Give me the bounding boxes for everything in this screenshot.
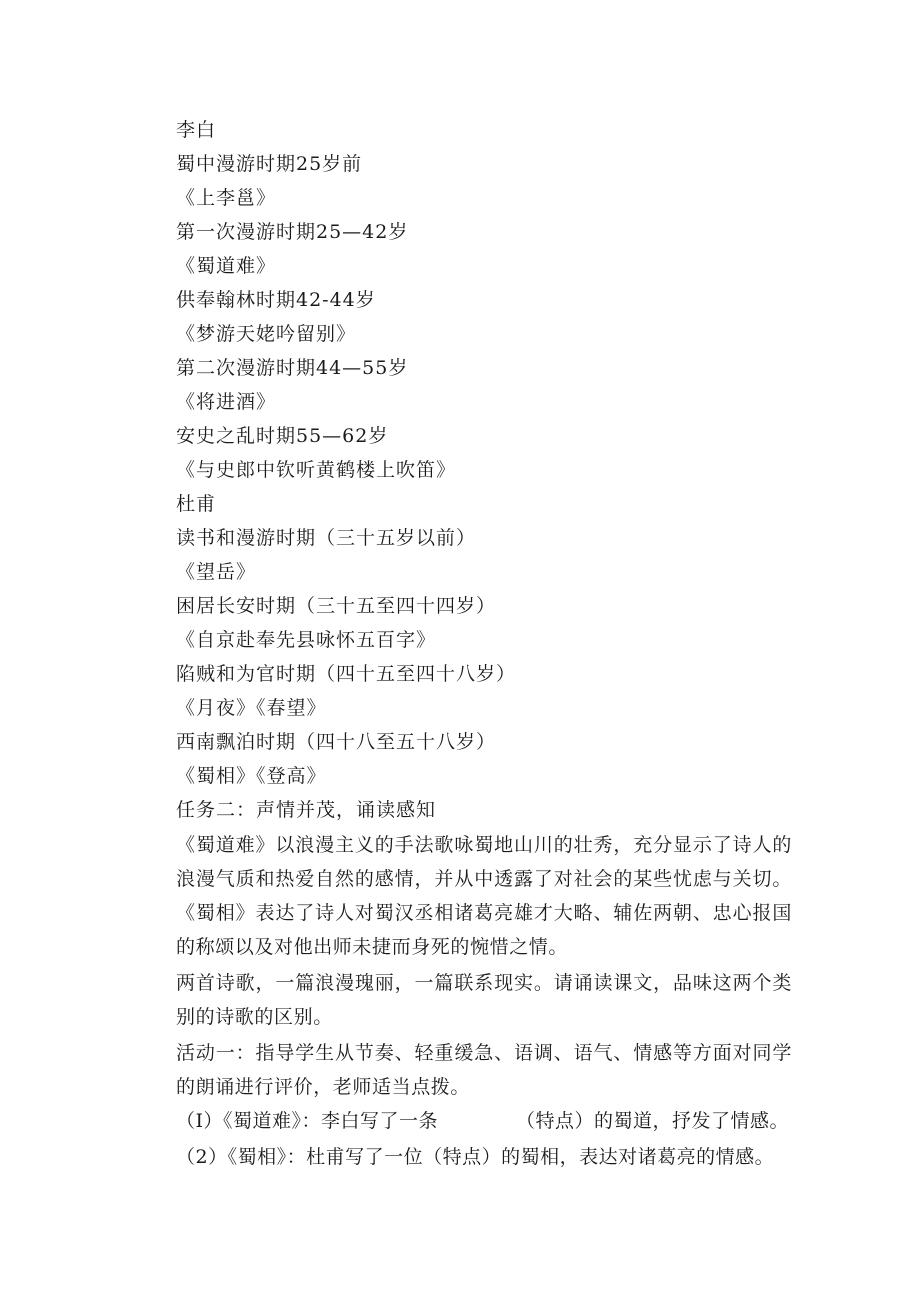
li-bai-period-3: 供奉翰林时期42-44岁 <box>176 289 376 311</box>
du-fu-period-4: 西南飘泊时期（四十八至五十八岁） <box>176 731 497 753</box>
task2-paragraph-2: 两首诗歌，一篇浪漫瑰丽，一篇联系现实。请诵读课文，品味这两个类别的诗歌的区别。 <box>176 972 792 1028</box>
li-bai-period-5: 安史之乱时期55—62岁 <box>176 425 389 447</box>
li-bai-period-2: 第一次漫游时期25—42岁 <box>176 221 409 243</box>
li-bai-work-3: 《梦游天姥吟留别》 <box>176 323 357 345</box>
task2-heading: 任务二：声情并茂，诵读感知 <box>176 799 437 821</box>
du-fu-period-2: 困居长安时期（三十五至四十四岁） <box>176 595 497 617</box>
du-fu-work-3: 《月夜》《春望》 <box>176 697 327 719</box>
question-1-part-a: （I）《蜀道难》：李白写了一条 <box>176 1110 439 1132</box>
li-bai-heading: 李白 <box>176 119 217 141</box>
question-1-part-b: （特点）的蜀道，抒发了情感。 <box>516 1110 790 1132</box>
li-bai-work-2: 《蜀道难》 <box>176 255 277 277</box>
du-fu-period-3: 陷贼和为官时期（四十五至四十八岁） <box>176 663 517 685</box>
question-1 <box>176 1104 796 1138</box>
li-bai-period-4: 第二次漫游时期44—55岁 <box>176 357 409 379</box>
du-fu-work-1: 《望岳》 <box>176 561 257 583</box>
activity-paragraph: 活动一：指导学生从节奏、轻重缓急、语调、语气、情感等方面对同学的朗诵进行评价，老师适当点拨。 <box>176 1042 792 1098</box>
li-bai-work-4: 《将进酒》 <box>176 391 277 413</box>
li-bai-work-5: 《与史郎中钦听黄鹤楼上吹笛》 <box>176 459 457 481</box>
question-2: （2）《蜀相》：杜甫写了一位（特点）的蜀相，表达对诸葛亮的情感。 <box>176 1146 775 1168</box>
du-fu-work-4: 《蜀相》《登高》 <box>176 765 327 787</box>
task2-paragraph-1: 《蜀道难》以浪漫主义的手法歌咏蜀地山川的壮秀，充分显示了诗人的浪漫气质和热爱自然的感情，并从中透露了对社会的某些忧虑与关切。《蜀相》表达了诗人对蜀汉丞相诸葛亮雄才大略、辅佐两朝、忠心报国的称颂以及对他出师未捷而身死的惋惜之情。 <box>176 834 792 958</box>
du-fu-work-2: 《自京赴奉先县咏怀五百字》 <box>176 629 437 651</box>
li-bai-period-1: 蜀中漫游时期25岁前 <box>176 153 363 175</box>
du-fu-heading: 杜甫 <box>176 493 217 515</box>
du-fu-period-1: 读书和漫游时期（三十五岁以前） <box>176 527 477 549</box>
li-bai-work-1: 《上李邕》 <box>176 187 277 209</box>
